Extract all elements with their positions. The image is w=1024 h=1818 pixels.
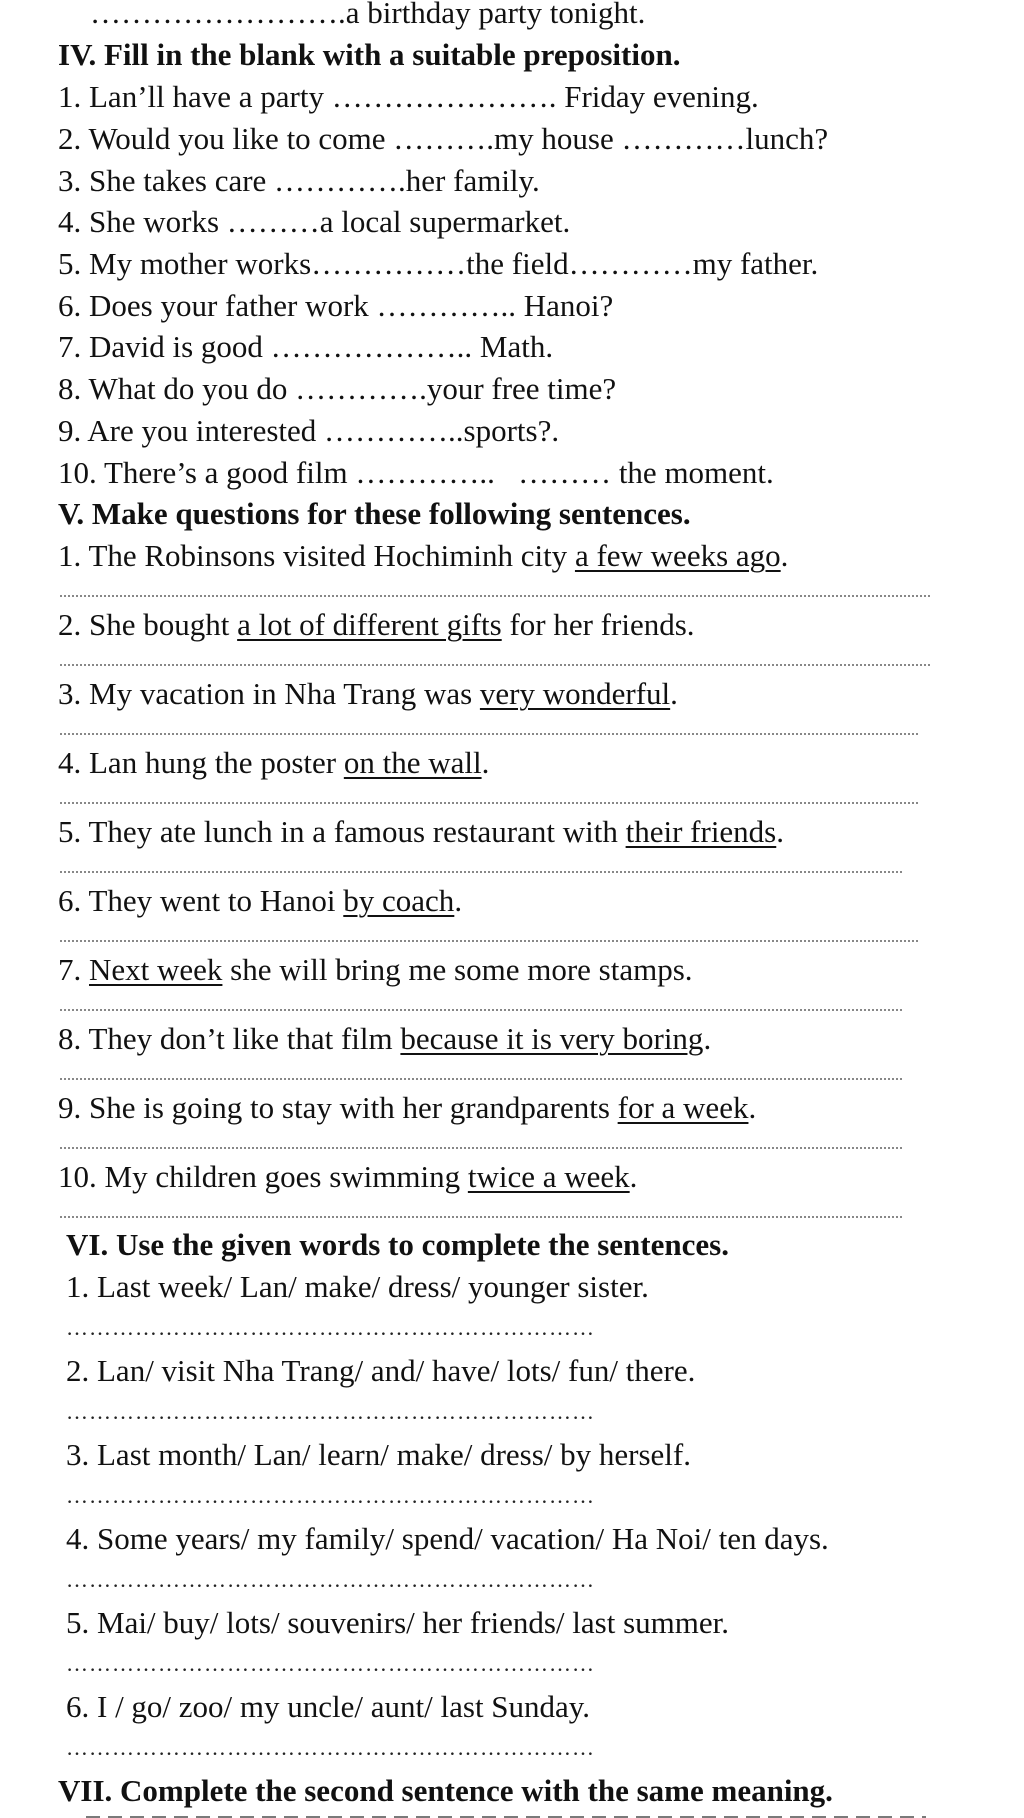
- answer-line[interactable]: [60, 802, 918, 804]
- section-4-item-5: 5. My mother works……………the field…………my father.: [58, 246, 819, 281]
- top-line-text: .a birthday party tonight.: [338, 0, 646, 30]
- section-6-item-4: 4. Some years/ my family/ spend/ vacation/ Ha Noi/ ten days.: [66, 1521, 829, 1556]
- answer-dots[interactable]: ……………………………………………………………: [66, 1316, 595, 1340]
- item-text-end: she will bring me some more stamps.: [222, 952, 693, 987]
- answer-dots[interactable]: ……………………………………………………………: [66, 1484, 595, 1508]
- answer-dots[interactable]: ……………………………………………………………: [66, 1736, 595, 1760]
- item-text: 8. They don’t like that film: [58, 1021, 401, 1056]
- item-text-end: .: [454, 883, 463, 918]
- underlined-phrase: because it is very boring: [400, 1021, 704, 1056]
- underlined-phrase: very wonderful: [479, 676, 671, 711]
- answer-line[interactable]: [60, 595, 930, 597]
- answer-line[interactable]: [60, 1216, 902, 1218]
- underlined-phrase: on the wall: [343, 745, 482, 780]
- section-5-item-8: [58, 1020, 711, 1058]
- answer-line[interactable]: [60, 871, 902, 873]
- answer-line[interactable]: [60, 940, 918, 942]
- cut-off-text: [86, 1810, 926, 1818]
- section-4-item-8: 8. What do you do ………….your free time?: [58, 371, 617, 406]
- section-4-item-1: 1. Lan’ll have a party …………………. Friday evening.: [58, 79, 759, 114]
- section-5-item-7: [58, 951, 693, 989]
- section-4-item-3: 3. She takes care ………….her family.: [58, 163, 540, 198]
- item-text: 6. They went to Hanoi: [58, 883, 344, 918]
- answer-line[interactable]: [60, 1009, 902, 1011]
- underlined-phrase: for a week: [617, 1090, 749, 1125]
- answer-dots[interactable]: ……………………………………………………………: [66, 1652, 595, 1676]
- answer-dots[interactable]: ……………………………………………………………: [66, 1400, 595, 1424]
- underlined-phrase: a lot of different gifts: [237, 607, 502, 642]
- underlined-phrase: twice a week: [467, 1159, 630, 1194]
- item-text-end: .: [780, 538, 789, 573]
- item-text-end: .: [481, 745, 490, 780]
- top-line: [90, 0, 645, 32]
- item-text: 4. Lan hung the poster: [58, 745, 344, 780]
- section-4-item-6: 6. Does your father work ………….. Hanoi?: [58, 288, 614, 323]
- underlined-phrase: by coach: [343, 883, 455, 918]
- top-line-blank: ……………………: [90, 0, 338, 30]
- item-text-end: .: [629, 1159, 638, 1194]
- section-5-item-3: [58, 675, 678, 713]
- item-text: 1. The Robinsons visited Hochiminh city: [58, 538, 575, 573]
- section-4-item-7: 7. David is good ……………….. Math.: [58, 329, 554, 364]
- section-5-item-6: [58, 882, 462, 920]
- section-7-heading: VII. Complete the second sentence with the same meaning.: [58, 1773, 833, 1808]
- section-4-item-4: 4. She works ………a local supermarket.: [58, 204, 571, 239]
- item-text: 7.: [58, 952, 89, 987]
- section-4-item-2: 2. Would you like to come ……….my house …………lunch?: [58, 121, 829, 156]
- item-text: 9. She is going to stay with her grandparents: [58, 1090, 618, 1125]
- section-6-heading: VI. Use the given words to complete the sentences.: [66, 1227, 729, 1262]
- section-5-item-4: [58, 744, 489, 782]
- item-text: 3. My vacation in Nha Trang was: [58, 676, 480, 711]
- item-text-end: .: [670, 676, 678, 711]
- answer-dots[interactable]: ……………………………………………………………: [66, 1568, 595, 1592]
- answer-line[interactable]: [60, 1147, 902, 1149]
- section-6-item-5: 5. Mai/ buy/ lots/ souvenirs/ her friends/ last summer.: [66, 1605, 729, 1640]
- section-6-item-1: 1. Last week/ Lan/ make/ dress/ younger sister.: [66, 1269, 649, 1304]
- item-text: 5. They ate lunch in a famous restaurant with: [58, 814, 626, 849]
- item-text-end: .: [748, 1090, 757, 1125]
- answer-line[interactable]: [60, 664, 930, 666]
- item-text-end: for her friends.: [501, 607, 695, 642]
- item-text-end: .: [776, 814, 784, 849]
- item-text: 2. She bought: [58, 607, 238, 642]
- section-6-item-6: 6. I / go/ zoo/ my uncle/ aunt/ last Sunday.: [66, 1689, 591, 1724]
- underlined-phrase: their friends: [625, 814, 777, 849]
- underlined-phrase: Next week: [89, 952, 223, 987]
- section-5-heading: V. Make questions for these following sentences.: [58, 496, 691, 531]
- section-6-item-3: 3. Last month/ Lan/ learn/ make/ dress/ by herself.: [66, 1437, 691, 1472]
- section-4-item-9: 9. Are you interested …………..sports?.: [58, 413, 560, 448]
- section-5-item-2: [58, 606, 695, 644]
- section-5-item-5: [58, 813, 784, 851]
- item-text: 10. My children goes swimming: [58, 1159, 468, 1194]
- answer-line[interactable]: [60, 733, 918, 735]
- item-text-end: .: [703, 1021, 712, 1056]
- section-5-item-9: [58, 1089, 756, 1127]
- section-4-item-10: 10. There’s a good film ………….. ……… the moment.: [58, 455, 774, 490]
- section-4-heading: IV. Fill in the blank with a suitable preposition.: [58, 37, 681, 72]
- section-6-item-2: 2. Lan/ visit Nha Trang/ and/ have/ lots/ fun/ there.: [66, 1353, 696, 1388]
- underlined-phrase: a few weeks ago: [574, 538, 781, 573]
- section-5-item-1: [58, 537, 788, 575]
- section-5-item-10: [58, 1158, 637, 1196]
- answer-line[interactable]: [60, 1078, 902, 1080]
